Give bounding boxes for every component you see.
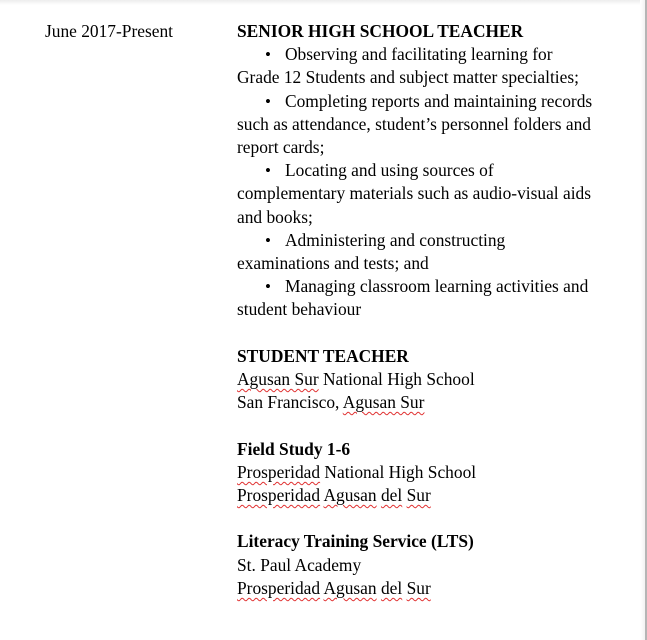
entry-title: Field Study 1-6 <box>237 438 351 459</box>
bullet-item <box>237 275 599 321</box>
school-name: St. Paul Academy <box>237 554 362 575</box>
misspelled-word[interactable]: Sur <box>406 485 431 506</box>
school-location <box>237 391 599 414</box>
misspelled-word[interactable]: del <box>380 485 403 506</box>
school-location <box>237 577 599 600</box>
text: National High School <box>318 369 475 390</box>
bullet-icon <box>265 90 285 113</box>
bullet-icon <box>265 275 285 298</box>
misspelled-word[interactable]: Agusan Sur <box>237 369 319 390</box>
school-location <box>237 484 599 507</box>
misspelled-word[interactable]: Agusan <box>323 577 377 598</box>
misspelled-word[interactable]: Sur <box>406 577 431 598</box>
experience-content <box>237 20 599 600</box>
bullet-text: Observing and facilitating learning for Grade 12 Students and subject matter specialties; <box>237 44 579 88</box>
entry-title: STUDENT TEACHER <box>237 345 409 366</box>
bullet-item <box>237 90 599 160</box>
bullet-item <box>237 43 599 89</box>
bullet-icon <box>265 229 285 252</box>
bullet-icon <box>265 43 285 66</box>
bullet-item <box>237 159 599 229</box>
school-name <box>237 461 599 484</box>
entry-title: SENIOR HIGH SCHOOL TEACHER <box>237 21 524 41</box>
bullet-text: Managing classroom learning activities and student behaviour <box>237 276 589 320</box>
misspelled-word[interactable]: del <box>380 577 403 598</box>
employment-date-range: June 2017-Present <box>45 21 173 41</box>
misspelled-word[interactable]: Agusan <box>323 485 377 506</box>
spacer <box>237 507 599 530</box>
bullet-text: Completing reports and maintaining records such as attendance, student’s personnel folders and report cards; <box>237 90 593 158</box>
misspelled-word[interactable]: Prosperidad <box>237 577 321 598</box>
school-name <box>237 368 599 391</box>
bullet-text: Administering and constructing examinations and tests; and <box>237 229 506 274</box>
bullet-icon <box>265 159 285 182</box>
spacer <box>237 322 599 345</box>
entry-field-study <box>237 438 599 508</box>
entry-literacy-training-service <box>237 530 599 600</box>
text: San Francisco, <box>237 392 343 413</box>
text: National High School <box>320 461 477 482</box>
spacer <box>237 414 599 437</box>
bullet-item <box>237 229 599 275</box>
entry-student-teacher <box>237 345 599 415</box>
page-top-shadow <box>0 0 645 5</box>
entry-senior-high-school-teacher <box>237 20 599 322</box>
bullet-text: Locating and using sources of complementary materials such as audio-visual aids and books; <box>237 160 591 227</box>
misspelled-word[interactable]: Prosperidad <box>237 485 321 506</box>
misspelled-word[interactable]: Prosperidad <box>237 461 321 482</box>
entry-title: Literacy Training Service (LTS) <box>237 531 474 552</box>
misspelled-word[interactable]: Agusan Sur <box>342 392 425 413</box>
